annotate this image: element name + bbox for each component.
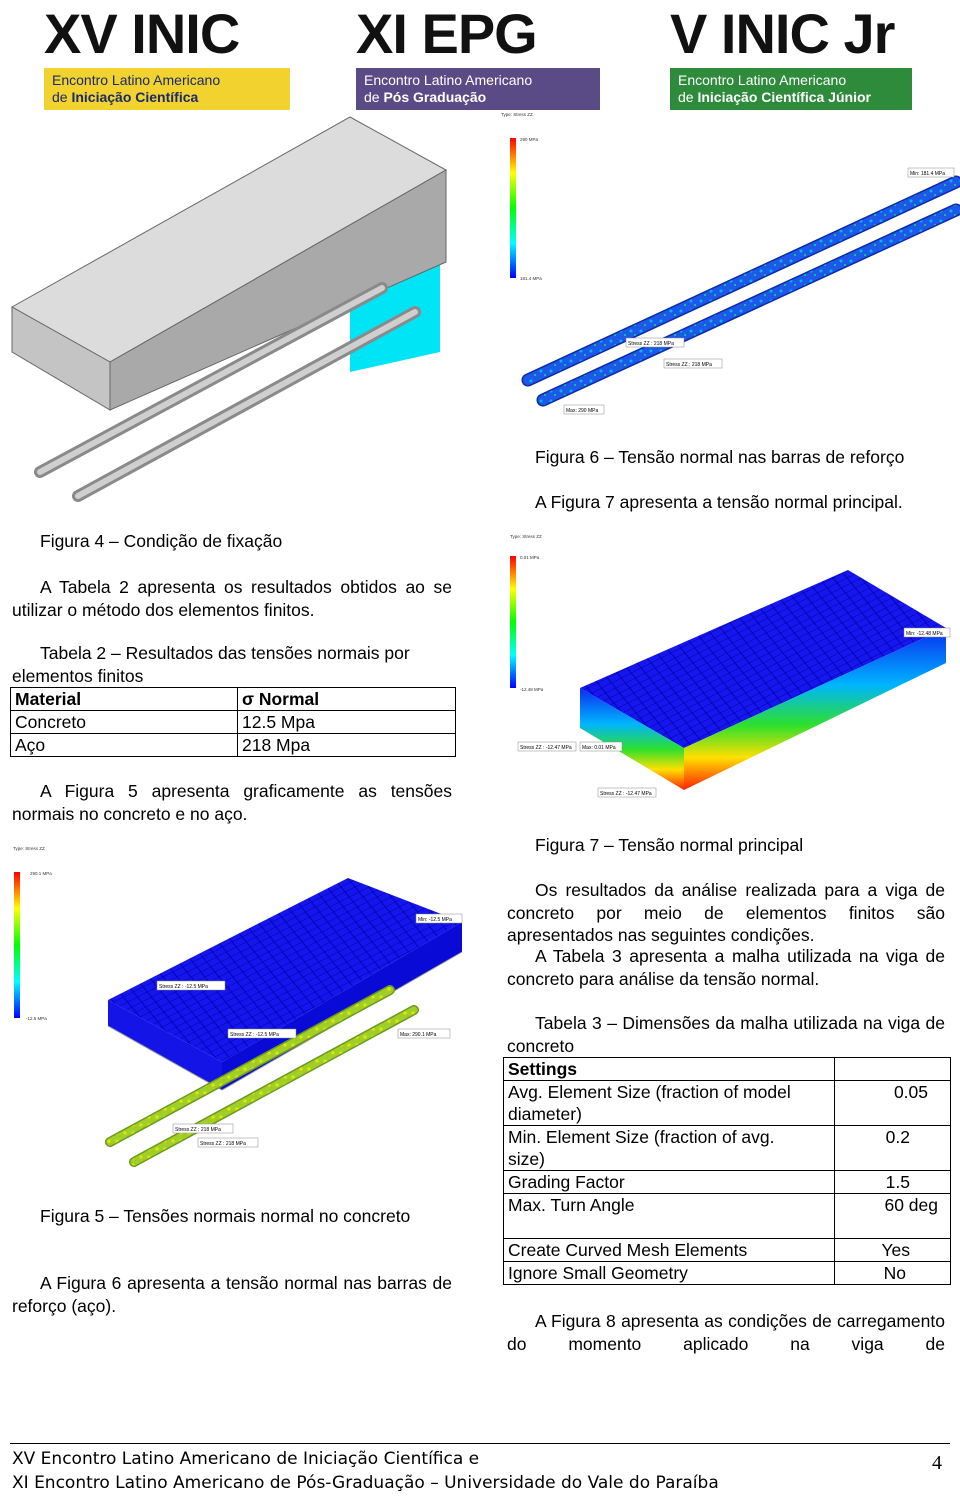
table-3-cell: Avg. Element Size (fraction of model diameter) — [504, 1081, 835, 1126]
logo-epg-line2-bold: Pós Graduação — [383, 89, 487, 105]
table-3-cell: Max. Turn Angle — [504, 1194, 835, 1239]
table-2-caption: Tabela 2 – Resultados das tensões normais por elementos finitos — [12, 643, 410, 686]
table-row — [504, 1262, 951, 1285]
table-2-cell: 218 Mpa — [238, 734, 456, 757]
table-3-cell: No — [835, 1262, 951, 1285]
logo-inic-line2-pre: de — [52, 89, 72, 105]
table-3-cell: 1.5 — [835, 1171, 951, 1194]
table-3-cell: Grading Factor — [504, 1171, 835, 1194]
fig6-label-stress1: Stress ZZ : 218 MPa — [628, 341, 674, 347]
logo-inic-line2-bold: Iniciação Científica — [71, 89, 199, 105]
fig6-label-stress2: Stress ZZ : 218 MPa — [666, 362, 712, 368]
logo-epg-line2-pre: de — [364, 89, 384, 105]
table-3-header: Settings — [504, 1058, 835, 1081]
table-3-cell: 60 deg — [835, 1194, 951, 1239]
figure-4-caption: Figura 4 – Condição de fixação — [40, 531, 283, 551]
fig7-label-stress1: Stress ZZ : -12.47 MPa — [520, 745, 572, 751]
table-3-cell: Min. Element Size (fraction of avg. size) — [504, 1126, 835, 1171]
logo-inic-banner — [44, 68, 290, 110]
fig5-label-stress4: Stress ZZ : 218 MPa — [200, 1141, 246, 1147]
footer-line-1: XV Encontro Latino Americano de Iniciação Científica e — [12, 1449, 480, 1469]
fig6-label-max: Max: 290 MPa — [566, 408, 599, 414]
logo-inic-line1: Encontro Latino Americano — [52, 72, 221, 88]
logo-inicjr-banner — [670, 68, 912, 110]
table-2-header-material: Material — [11, 688, 238, 711]
logo-inicjr-title: V INIC Jr — [670, 2, 895, 65]
fig5-legend-bottom: -12.5 MPa — [26, 1016, 47, 1021]
table-row — [11, 734, 456, 757]
right-paragraph-2: Os resultados da análise realizada para a viga de concreto por meio de elementos finitos são apresentados nas seguintes condições. — [507, 880, 945, 945]
right-paragraph-3: A Tabela 3 apresenta a malha utilizada na viga de concreto para análise da tensão normal. — [507, 946, 945, 989]
figure-7-caption: Figura 7 – Tensão normal principal — [535, 835, 804, 855]
figure-7-image — [498, 528, 960, 800]
table-2 — [10, 687, 456, 757]
figure-5-caption: Figura 5 – Tensões normais normal no concreto — [40, 1206, 411, 1226]
fig6-label-min: Min: 181.4 MPa — [910, 171, 946, 177]
figure-4-image — [10, 112, 470, 512]
logo-inic-title: XV INIC — [44, 2, 240, 65]
logo-epg-title: XI EPG — [356, 2, 537, 65]
table-row — [504, 1058, 951, 1081]
table-3 — [503, 1057, 951, 1285]
logo-epg — [356, 2, 600, 110]
table-row — [504, 1239, 951, 1262]
left-paragraph-2: A Figura 5 apresenta graficamente as tensões normais no concreto e no aço. — [12, 781, 452, 824]
logo-inic — [44, 2, 290, 110]
footer-divider — [10, 1443, 950, 1444]
table-row — [11, 688, 456, 711]
table-row — [11, 711, 456, 734]
figure-6-caption: Figura 6 – Tensão normal nas barras de reforço — [535, 447, 905, 467]
fig7-legend-top: 0.01 MPa — [520, 555, 540, 560]
fig6-legend-top: 290 MPa — [520, 137, 539, 142]
table-3-cell: Yes — [835, 1239, 951, 1262]
fig7-label-stress2: Stress ZZ : -12.47 MPa — [600, 791, 652, 797]
table-row — [504, 1194, 951, 1239]
logo-inicjr-line1: Encontro Latino Americano — [678, 72, 847, 88]
logo-inicjr-line2-bold: Iniciação Científica Júnior — [697, 89, 871, 105]
fig6-legend-bottom: 181.4 MPa — [520, 276, 542, 281]
table-3-cell: 0.05 — [835, 1081, 951, 1126]
table-2-cell: Aço — [11, 734, 238, 757]
fig5-label-stress1: Stress ZZ : -12.5 MPa — [159, 984, 208, 990]
figure-5-image — [10, 842, 470, 1187]
table-3-cell: Create Curved Mesh Elements — [504, 1239, 835, 1262]
table-3-cell: Ignore Small Geometry — [504, 1262, 835, 1285]
table-2-cell: Concreto — [11, 711, 238, 734]
svg-text:Type: Stress ZZ: Type: Stress ZZ — [13, 846, 45, 851]
svg-text:Type: Stress ZZ: Type: Stress ZZ — [501, 112, 533, 117]
fig7-legend-bottom: -12.48 MPa — [520, 687, 544, 692]
table-3-cell: 0.2 — [835, 1126, 951, 1171]
footer — [12, 1447, 719, 1495]
table-row — [504, 1171, 951, 1194]
table-3-caption: Tabela 3 – Dimensões da malha utilizada na viga de concreto — [507, 1013, 945, 1056]
svg-text:Type: Stress ZZ: Type: Stress ZZ — [510, 534, 542, 539]
fig5-label-max: Max: 290.1 MPa — [400, 1032, 437, 1038]
fig5-label-min: Min: -12.5 MPa — [418, 917, 452, 923]
fig7-label-max: Max: 0.01 MPa — [582, 745, 616, 751]
fig5-label-stress2: Stress ZZ : -12.5 MPa — [230, 1032, 279, 1038]
logo-epg-banner — [356, 68, 600, 110]
fig5-label-stress3: Stress ZZ : 218 MPa — [175, 1127, 221, 1133]
logo-epg-line1: Encontro Latino Americano — [364, 72, 533, 88]
table-row — [504, 1081, 951, 1126]
figure-6-image — [498, 108, 960, 420]
fig7-label-min: Min: -12.48 MPa — [906, 631, 943, 637]
left-paragraph-1: A Tabela 2 apresenta os resultados obtidos ao se utilizar o método dos elementos finitos. — [12, 577, 452, 620]
page-number: 4 — [932, 1452, 942, 1474]
logo-inicjr — [670, 2, 912, 110]
left-paragraph-3: A Figura 6 apresenta a tensão normal nas barras de reforço (aço). — [12, 1273, 452, 1316]
right-paragraph-1: A Figura 7 apresenta a tensão normal principal. — [535, 492, 903, 512]
table-2-header-normal: σ Normal — [238, 688, 456, 711]
logo-inicjr-line2-pre: de — [678, 89, 698, 105]
table-2-cell: 12.5 Mpa — [238, 711, 456, 734]
fig5-legend-top: 290.1 MPa — [30, 871, 52, 876]
table-row — [504, 1126, 951, 1171]
footer-line-2: XI Encontro Latino Americano de Pós-Graduação – Universidade do Vale do Paraíba — [12, 1473, 719, 1493]
right-paragraph-4: A Figura 8 apresenta as condições de carregamento do momento aplicado na viga de — [507, 1311, 945, 1354]
